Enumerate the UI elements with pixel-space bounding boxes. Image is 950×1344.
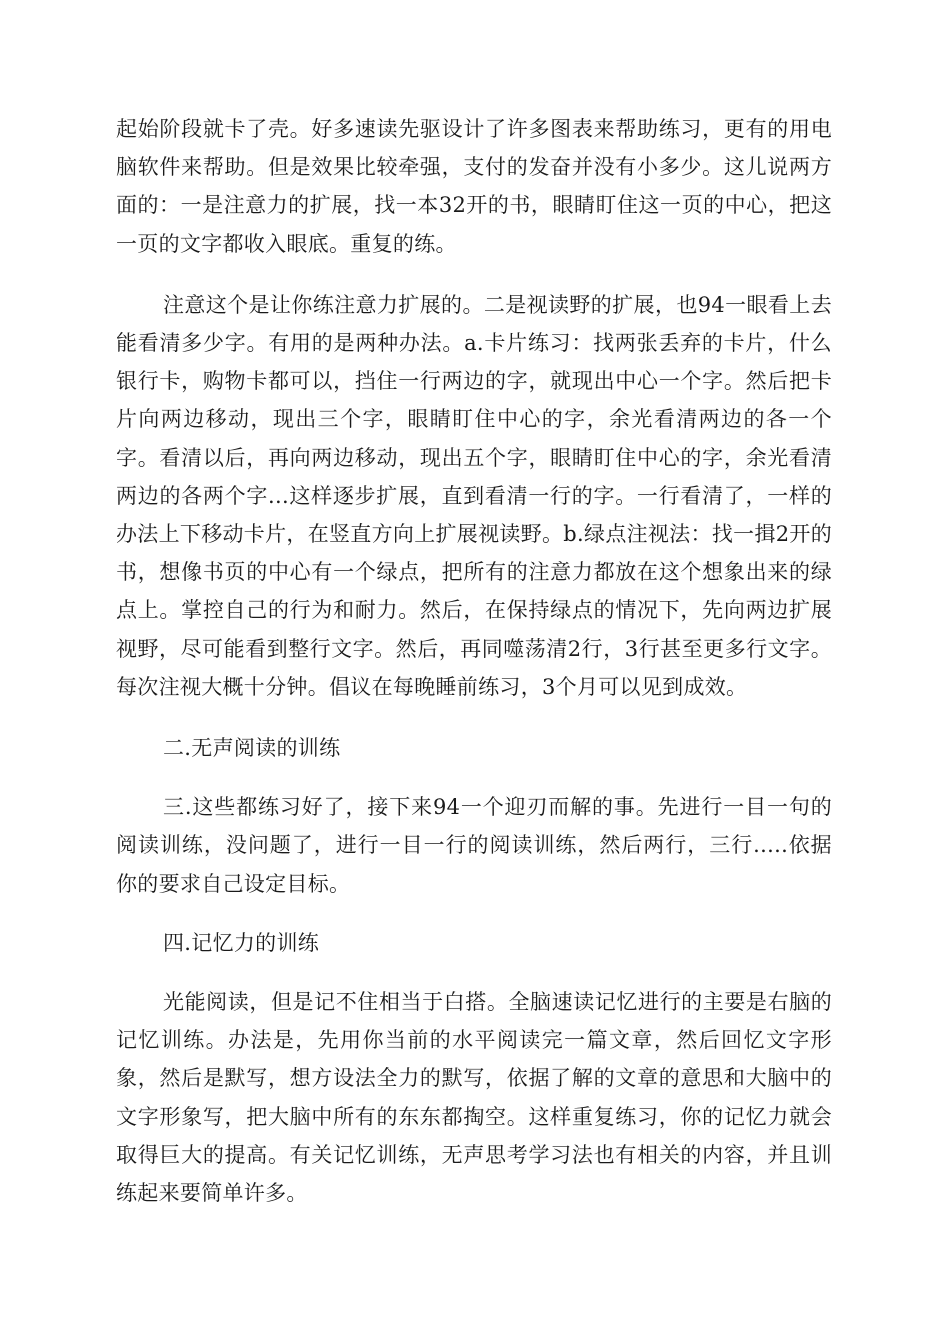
section-heading-silent-reading: 二.无声阅读的训练 [163,736,341,761]
paragraph-reading-practice: 三.这些都练习好了，接下来94一个迎刃而解的事。先进行一目一句的阅读训练，没问题了，进行一目一行的阅读训练，然后两行，三行.....依据你的要求自己设定目标。 [116,795,832,896]
section-heading-memory-training: 四.记忆力的训练 [163,930,320,955]
paragraph-continuation: 起始阶段就卡了壳。好多速读先驱设计了许多图表来帮助练习，更有的用电脑软件来帮助。但是效果比较牵强，支付的发奋并没有小多少。这儿说两方面的：一是注意力的扩展，找一本32开的书，眼睛盯住这一页的中心，把这一页的文字都收入眼底。重复的练。 [116,117,832,256]
paragraph-memory-training: 光能阅读，但是记不住相当于白搭。全脑速读记忆进行的主要是右脑的记忆训练。办法是，先用你当前的水平阅读完一篇文章，然后回忆文字形象，然后是默写，想方设法全力的默写，依据了解的文章的意思和大脑中的文字形象写，把大脑中所有的东东都掏空。这样重复练习，你的记忆力就会取得巨大的提高。有关记忆训练，无声思考学习法也有相关的内容，并且训练起来要简单许多。 [116,990,832,1206]
document-body [116,110,832,1212]
paragraph-visual-span-training: 注意这个是让你练注意力扩展的。二是视读野的扩展，也94一眼看上去能看清多少字。有用的是两种办法。a.卡片练习：找两张丢弃的卡片，什么银行卡，购物卡都可以，挡住一行两边的字，就现出中心一个字。然后把卡片向两边移动，现出三个字，眼睛盯住中心的字，余光看清两边的各一个字。看清以后，再向两边移动，现出五个字，眼睛盯住中心的字，余光看清两边的各两个字...这样逐步扩展，直到看清一行的字。一行看清了，一样的办法上下移动卡片，在竖直方向上扩展视读野。b.绿点注视法：找一揖2开的书，想像书页的中心有一个绿点，把所有的注意力都放在这个想象出来的绿点上。掌控自己的行为和耐力。然后，在保持绿点的情况下，先向两边扩展视野，尽可能看到整行文字。然后，再同噬荡清2行，3行甚至更多行文字。每次注视大概十分钟。倡议在每晚睡前练习，3个月可以见到成效。 [116,292,832,699]
